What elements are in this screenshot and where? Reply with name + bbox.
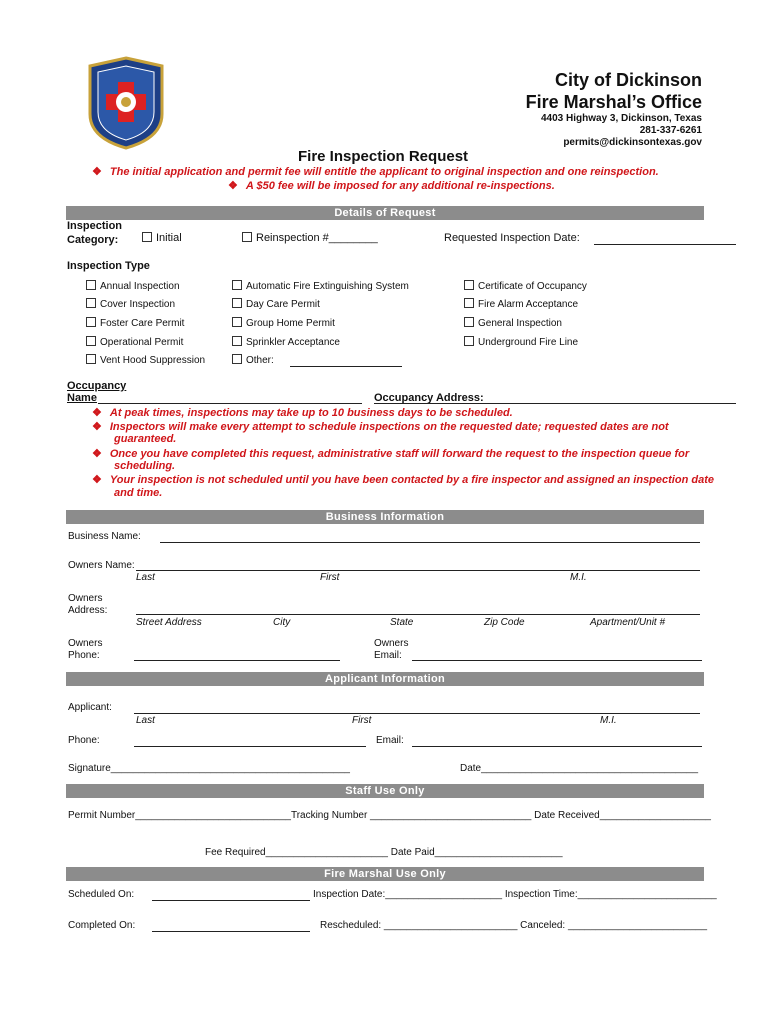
owners-phone-field[interactable] [134, 660, 340, 661]
checkbox-day-care-permit[interactable]: Day Care Permit [232, 298, 320, 310]
checkbox-sprinkler-acceptance[interactable]: Sprinkler Acceptance [232, 336, 340, 348]
requested-date-field[interactable] [594, 244, 736, 245]
state-caption: State [390, 617, 414, 628]
checkbox-foster-care-permit[interactable]: Foster Care Permit [86, 317, 184, 329]
applicant-phone-field[interactable] [134, 746, 366, 747]
checkbox-other[interactable]: Other: [232, 354, 274, 366]
bullet-icon: ❖ [92, 166, 102, 178]
checkbox-vent-hood-suppression[interactable]: Vent Hood Suppression [86, 354, 205, 366]
bullet-icon: ❖ [92, 448, 102, 460]
note-top-2: ❖ A $50 fee will be imposed for any additional re-inspections. [228, 180, 555, 192]
owners-address-label: Owners Address: [68, 593, 108, 616]
applicant-field[interactable] [134, 713, 700, 714]
requested-date-label: Requested Inspection Date: [444, 232, 580, 244]
checkbox-fire-alarm-acceptance[interactable]: Fire Alarm Acceptance [464, 298, 578, 310]
section-bar-marshal: Fire Marshal Use Only [66, 867, 704, 881]
bullet-icon: ❖ [92, 421, 102, 433]
checkbox-group-home-permit[interactable]: Group Home Permit [232, 317, 335, 329]
zip-caption: Zip Code [484, 617, 525, 628]
fire-marshal-seal-logo [86, 56, 166, 150]
applicant-first-caption: First [352, 715, 372, 726]
section-bar-details: Details of Request [66, 206, 704, 220]
note-mid-4: ❖ Your inspection is not scheduled until you have been contacted by a fire inspector and assigned an inspection date [92, 474, 714, 486]
checkbox-annual-inspection[interactable]: Annual Inspection [86, 280, 180, 292]
applicant-email-field[interactable] [412, 746, 702, 747]
rescheduled-canceled-row[interactable]: Rescheduled: ________________________ Canceled: _________________________ [320, 920, 708, 931]
owners-name-label: Owners Name: [68, 560, 135, 571]
applicant-label: Applicant: [68, 702, 112, 713]
applicant-mi-caption: M.I. [600, 715, 617, 726]
owners-address-field[interactable] [136, 614, 700, 615]
staff-fee-row[interactable]: Fee Required______________________ Date Paid_______________________ [205, 847, 563, 858]
occupancy-address-field[interactable] [374, 403, 736, 404]
business-name-label: Business Name: [68, 531, 141, 542]
checkbox-general-inspection[interactable]: General Inspection [464, 317, 562, 329]
office-address: 4403 Highway 3, Dickinson, Texas [541, 113, 702, 124]
owners-phone-label: Owners Phone: [68, 638, 103, 661]
note-mid-2: ❖ Inspectors will make every attempt to schedule inspections on the requested date; requested dates are not [92, 421, 669, 433]
section-bar-staff: Staff Use Only [66, 784, 704, 798]
completed-on-label: Completed On: [68, 920, 136, 931]
checkbox-automatic-fire-extinguishing[interactable]: Automatic Fire Extinguishing System [232, 280, 409, 292]
office-city: City of Dickinson [554, 70, 702, 90]
checkbox-cover-inspection[interactable]: Cover Inspection [86, 298, 175, 310]
street-caption: Street Address [136, 617, 202, 628]
occupancy-address-label: Occupancy Address: [374, 392, 484, 404]
applicant-email-label: Email: [376, 735, 404, 746]
bullet-icon: ❖ [228, 180, 238, 192]
applicant-phone-label: Phone: [68, 735, 100, 746]
owners-email-label: Owners Email: [374, 638, 409, 661]
checkbox-operational-permit[interactable]: Operational Permit [86, 336, 183, 348]
bullet-icon: ❖ [92, 407, 102, 419]
apt-caption: Apartment/Unit # [590, 617, 666, 628]
section-bar-applicant: Applicant Information [66, 672, 704, 686]
business-name-field[interactable] [160, 542, 700, 543]
occupancy-name-field[interactable] [98, 403, 362, 404]
checkbox-certificate-of-occupancy[interactable]: Certificate of Occupancy [464, 280, 587, 292]
note-top-1: ❖ The initial application and permit fee will entitle the applicant to original inspection and one reinspection. [92, 166, 659, 178]
owners-first-caption: First [320, 572, 340, 583]
inspection-date-time-row[interactable]: Inspection Date:_____________________ Inspection Time:_________________________ [313, 889, 717, 900]
owners-name-field[interactable] [136, 570, 700, 571]
applicant-last-caption: Last [136, 715, 155, 726]
form-title: Fire Inspection Request [298, 148, 469, 165]
city-caption: City [273, 617, 291, 628]
note-mid-2b: guaranteed. [114, 433, 177, 445]
signature-date-field[interactable]: Date_______________________________________ [460, 763, 699, 774]
staff-permit-tracking-row[interactable]: Permit Number____________________________Tracking Number _____________________________ Date Received____________________ [68, 810, 711, 821]
occupancy-name-label: Occupancy Name [67, 380, 127, 404]
checkbox-reinspection[interactable]: Reinspection #________ [242, 232, 378, 244]
owners-email-field[interactable] [412, 660, 702, 661]
inspection-type-label: Inspection Type [67, 260, 150, 272]
office-phone: 281-337-6261 [639, 125, 702, 136]
other-field[interactable] [290, 366, 402, 367]
scheduled-on-label: Scheduled On: [68, 889, 135, 900]
note-mid-3b: scheduling. [114, 460, 176, 472]
note-mid-1: ❖ At peak times, inspections may take up to 10 business days to be scheduled. [92, 407, 513, 419]
bullet-icon: ❖ [92, 474, 102, 486]
note-mid-4b: and time. [114, 487, 163, 499]
office-name: Fire Marshal’s Office [525, 92, 702, 112]
scheduled-on-field[interactable] [152, 900, 310, 901]
note-mid-3: ❖ Once you have completed this request, administrative staff will forward the request to the inspection queue for [92, 448, 690, 460]
owners-mi-caption: M.I. [570, 572, 587, 583]
checkbox-initial[interactable]: Initial [142, 232, 182, 244]
office-email: permits@dickinsontexas.gov [563, 137, 702, 148]
owners-last-caption: Last [136, 572, 155, 583]
signature-field[interactable]: Signature___________________________________________ [68, 763, 350, 774]
section-bar-business: Business Information [66, 510, 704, 524]
category-label: Inspection Category: [67, 220, 123, 246]
completed-on-field[interactable] [152, 931, 310, 932]
checkbox-underground-fire-line[interactable]: Underground Fire Line [464, 336, 578, 348]
